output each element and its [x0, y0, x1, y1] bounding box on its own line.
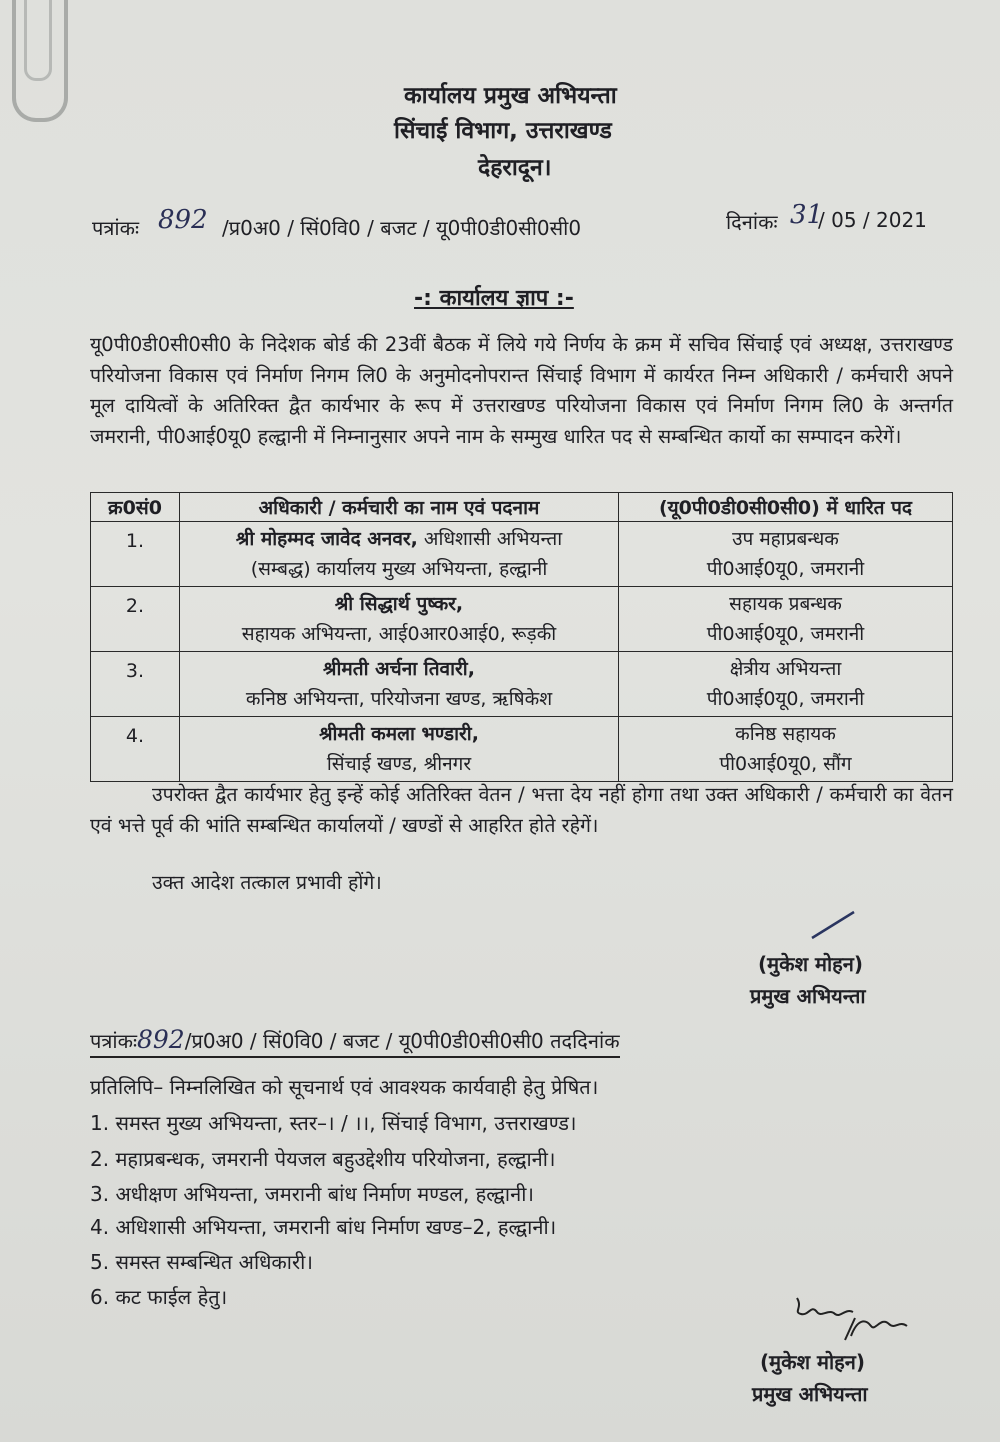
copy-reference: /प्र0अ0 / सिं0वि0 / बजट / यू0पी0डी0सी0सी0 तददिनांक	[184, 1029, 620, 1053]
officer-designation: (सम्बद्ध) कार्यालय मुख्य अभियन्ता, हल्द्वानी	[250, 558, 548, 580]
date-label: दिनांकः	[726, 210, 778, 234]
officer-designation: कनिष्ठ अभियन्ता, परियोजना खण्ड, ऋषिकेश	[245, 688, 553, 710]
col-header-serial: क्र0सं0	[91, 493, 180, 522]
table-row	[91, 717, 953, 782]
row-name-cell	[180, 587, 619, 652]
post-title: कनिष्ठ सहायक	[735, 723, 836, 745]
officer-name: श्री सिद्धार्थ पुष्कर,	[334, 593, 464, 615]
letter-number-label: पत्रांकः	[92, 216, 139, 240]
memo-title: -: कार्यालय ज्ञाप :-	[414, 286, 574, 311]
list-item: 2. महाप्रबन्धक, जमरानी पेयजल बहुउद्देशीय परियोजना, हल्द्वानी।	[90, 1147, 556, 1171]
city-name: देहरादून।	[478, 155, 552, 181]
post-location: पी0आई0यू0, जमरानी	[706, 623, 865, 645]
handwritten-signature	[785, 1290, 915, 1350]
letter-reference: /प्र0अ0 / सिं0वि0 / बजट / यू0पी0डी0सी0सी0	[222, 216, 582, 240]
row-post-cell	[619, 652, 953, 717]
copy-number-label: पत्रांकः	[90, 1029, 137, 1053]
post-location: पी0आई0यू0, जमरानी	[706, 688, 865, 710]
signature-stroke	[808, 908, 858, 942]
row-serial: 1.	[91, 522, 180, 587]
effective-note: उक्त आदेश तत्काल प्रभावी होंगे।	[152, 871, 382, 894]
row-serial: 4.	[91, 717, 180, 782]
list-item: 4. अधिशासी अभियन्ता, जमरानी बांध निर्माण खण्ड–2, हल्द्वानी।	[90, 1215, 557, 1239]
signatory-name: (मुकेश मोहन)	[758, 952, 864, 976]
officer-name: श्रीमती अर्चना तिवारी,	[323, 658, 475, 680]
closing-paragraph	[90, 780, 953, 841]
row-post-cell	[619, 522, 953, 587]
list-item: 5. समस्त सम्बन्धित अधिकारी।	[90, 1250, 313, 1274]
officer-name: श्रीमती कमला भण्डारी,	[319, 723, 479, 745]
post-title: सहायक प्रबन्धक	[729, 593, 842, 615]
post-title: क्षेत्रीय अभियन्ता	[729, 658, 842, 680]
copy-number-handwritten: 892	[136, 1025, 185, 1054]
list-item: 1. समस्त मुख्य अभियन्ता, स्तर–। / ।।, सिंचाई विभाग, उत्तराखण्ड।	[90, 1111, 577, 1135]
row-serial: 2.	[91, 587, 180, 652]
officer-designation-inline: अधिशासी अभियन्ता	[417, 528, 563, 550]
row-name-cell	[180, 522, 619, 587]
signatory-name-second: (मुकेश मोहन)	[760, 1350, 866, 1374]
table-row	[91, 587, 953, 652]
letter-number-handwritten: 892	[158, 205, 208, 235]
signatory-title-second: प्रमुख अभियन्ता	[752, 1382, 868, 1406]
memo-body: यू0पी0डी0सी0सी0 के निदेशक बोर्ड की 23वीं बैठक में लिये गये निर्णय के क्रम में सचिव सिंचाई एवं अध्यक्ष, उत्तराखण्ड परियोजना विकास एवं निर्माण निगम लि0 के अनुमोदनोपरान्त सिंचाई विभाग में कार्यरत निम्न अधिकारी / कर्मचारी अपने मूल दायित्वों के अतिरिक्त द्वैत कार्यभार के रूप में उत्तराखण्ड परियोजना विकास एवं निर्माण निगम लि0 के अन्तर्गत जमरानी, पी0आई0यू0 हल्द्वानी में निम्नानुसार अपने नाम के सम्मुख धारित पद से सम्बन्धित कार्यो का सम्पादन करेगें।	[90, 333, 953, 448]
copy-intro: प्रतिलिपि– निम्नलिखित को सूचनार्थ एवं आवश्यक कार्यवाही हेतु प्रेषित।	[90, 1075, 599, 1099]
table-row	[91, 652, 953, 717]
post-title: उप महाप्रबन्धक	[732, 528, 839, 550]
date-day-handwritten: 31	[790, 200, 824, 230]
row-name-cell	[180, 717, 619, 782]
list-item: 3. अधीक्षण अभियन्ता, जमरानी बांध निर्माण मण्डल, हल्द्वानी।	[90, 1182, 534, 1206]
assignment-table	[90, 492, 953, 782]
date-rest: / 05 / 2021	[818, 208, 927, 232]
table-header-row	[91, 493, 953, 522]
col-header-post: (यू0पी0डी0सी0सी0) में धारित पद	[619, 493, 953, 522]
row-post-cell	[619, 587, 953, 652]
row-serial: 3.	[91, 652, 180, 717]
copy-reference-line	[90, 1025, 620, 1058]
list-item: 6. कट फाईल हेतु।	[90, 1285, 228, 1309]
officer-name: श्री मोहम्मद जावेद अनवर,	[235, 528, 418, 550]
department-name: सिंचाई विभाग, उत्तराखण्ड	[394, 118, 612, 144]
signatory-title: प्रमुख अभियन्ता	[750, 984, 866, 1008]
officer-designation: सहायक अभियन्ता, आई0आर0आई0, रूड़की	[241, 623, 557, 645]
post-location: पी0आई0यू0, सौंग	[719, 753, 852, 775]
row-name-cell	[180, 652, 619, 717]
row-post-cell	[619, 717, 953, 782]
officer-designation: सिंचाई खण्ड, श्रीनगर	[326, 753, 472, 775]
office-name: कार्यालय प्रमुख अभियन्ता	[404, 83, 617, 109]
closing-text: उपरोक्त द्वैत कार्यभार हेतु इन्हें कोई अतिरिक्त वेतन / भत्ता देय नहीं होगा तथा उक्त अधिकारी / कर्मचारी का वेतन एवं भत्ते पूर्व की भांति सम्बन्धित कार्यालयों / खण्डों से आहरित होते रहेगें।	[90, 783, 953, 837]
table-row	[91, 522, 953, 587]
paper-clip-inner	[24, 0, 52, 81]
col-header-name: अधिकारी / कर्मचारी का नाम एवं पदनाम	[180, 493, 619, 522]
post-location: पी0आई0यू0, जमरानी	[706, 558, 865, 580]
